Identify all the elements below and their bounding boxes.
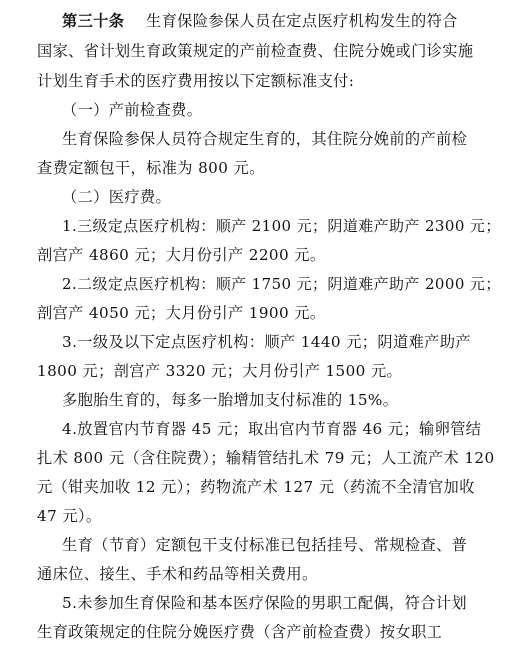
text-line: 2.二级定点医疗机构：顺产 1750 元；阴道难产助产 2000 元； (62, 275, 501, 293)
text-line: 通床位、接生、手术和药品等相关费用。 (37, 565, 318, 583)
text-line: 计划生育手术的医疗费用按以下定额标准支付: (37, 72, 355, 90)
text-line: 剖宫产 4860 元；大月份引产 2200 元。 (37, 246, 326, 264)
section-heading: （二）医疗费。 (62, 188, 172, 206)
text-line: 5.未参加生育保险和基本医疗保险的男职工配偶，符合计划 (62, 594, 467, 612)
text-line: 多胞胎生育的，每多一胎增加支付标准的 15%。 (62, 391, 399, 409)
text-line: 4.放置官内节育器 45 元；取出官内节育器 46 元；输卵管结 (62, 420, 482, 438)
text-line: 国家、省计划生育政策规定的产前检查费、住院分娩或门诊实施 (37, 42, 474, 60)
section-heading: （一）产前检查费。 (62, 101, 203, 119)
text-line: 生育保险参保人员在定点医疗机构发生的符合 (146, 12, 458, 30)
text-line: 47 元）。 (37, 507, 102, 525)
article-title: 第三十条 (62, 12, 125, 30)
text-line: 生育保险参保人员符合规定生育的，其住院分娩前的产前检 (62, 130, 468, 148)
text-line: 生育政策规定的住院分娩医疗费（含产前检查费）按女职工 (37, 623, 443, 641)
text-line: 1.三级定点医疗机构：顺产 2100 元；阴道难产助产 2300 元； (62, 217, 501, 235)
text-line: 生育（节育）定额包干支付标准已包括挂号、常规检查、普 (62, 536, 468, 554)
text-line: 3.一级及以下定点医疗机构：顺产 1440 元；阴道难产助产 (62, 333, 471, 351)
text-line: 1800 元；剖宫产 3320 元；大月份引产 1500 元。 (37, 362, 403, 380)
text-line: 剖宫产 4050 元；大月份引产 1900 元。 (37, 304, 326, 322)
text-line: 扎术 800 元（含住院费）；输精管结扎术 79 元；人工流产术 120 (37, 449, 495, 467)
text-line: 元（钳夹加收 12 元）；药物流产术 127 元（药流不全清官加收 (37, 478, 475, 496)
text-line: 查费定额包干，标准为 800 元。 (37, 159, 265, 177)
